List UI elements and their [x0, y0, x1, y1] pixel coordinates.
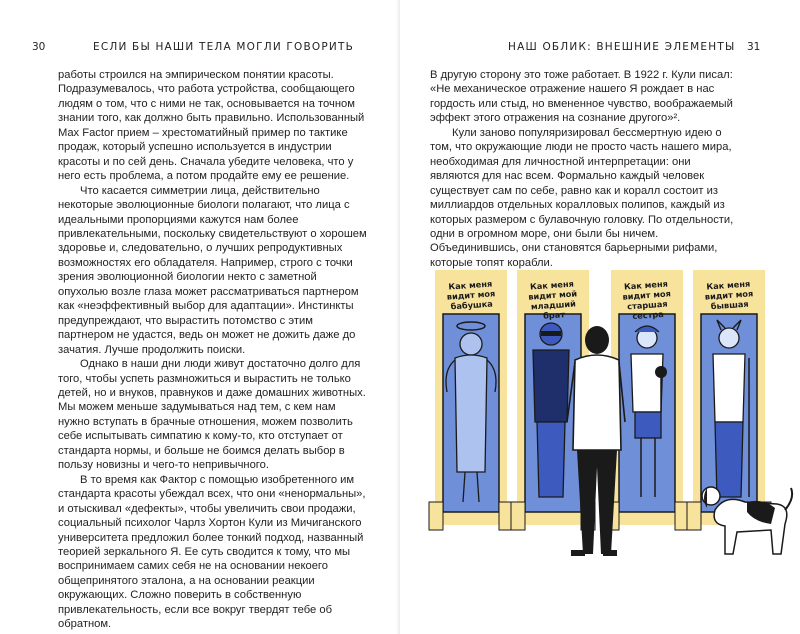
paragraph: работы строился на эмпирическом понятии красоты. Подразумевалось, что работа устройства, сообщающего людям о том, что с ними не так, основывается на точном знании того, как должно быть правильно. Использованный Max Factor прием – хрестоматийный пример по тактике продаж, который успешно используется в индустрии красоты и по сей день. Сначала убедите человека, что у него есть проблема, а потом продайте ему ее решение. — [58, 69, 365, 183]
paragraph: Кули заново популяризировал бессмертную идею о том, что окружающие люди не просто часть нашего мира, необходимая для личностной интерпретации: они являются для нас всем. Формально каждый человек существует сам по себе, равно как и коралл состоит из миллиардов отдельных коралловых полипов, каждый из которых размером с булавочную головку. По отдельности, одни в огромном море, они были бы ничем. Объединившись, они становятся барьерными рифами, которые топят корабли. — [430, 126, 734, 269]
running-head-right: НАШ ОБЛИК: ВНЕШНИЕ ЭЛЕМЕНТЫ — [508, 41, 736, 53]
mirror-caption-younger-brother: Как меня видит мой младший брат — [527, 278, 578, 321]
mirror-caption-ex: Как меня видит моя бывшая — [704, 278, 754, 312]
mirrors-illustration — [425, 262, 795, 572]
running-head-left: ЕСЛИ БЫ НАШИ ТЕЛА МОГЛИ ГОВОРИТЬ — [93, 41, 354, 53]
mirror-caption-older-sister: Как меня видит моя старшая сестра — [622, 278, 672, 322]
paragraph: Что касается симметрии лица, действительно некоторые эволюционные биологи полагают, что лица с идеальными пропорциями кажутся нам более привлекательными, поскольку свидетельствуют о хорошем здоровье и, следовательно, о лучших репродуктивных возможностях его обладателя. Например, строго с точки зрения эволюционной биологии некто с заметной опухолью возле глаза может рассматриваться партнером как «неэффективный выбор для адаптации». Инстинкты предупреждают, что вырастить потомство с этим партнером не удастся, ведь он может не дожить даже до зачатия. Лучше продолжить поиски. — [58, 184, 367, 356]
left-body-text — [58, 68, 369, 632]
paragraph: Однако в наши дни люди живут достаточно долго для того, чтобы успеть размножиться и вырастить не только детей, но и внуков, правнуков и даже домашних животных. Мы можем меньше задумываться над тем, с кем нам нужно вступать в брачные отношения, можем позволить себе испытывать симпатию к кому-то, кто отступает от стандарта нормы, и больше не боимся делать выбор в пользу новизны и чего-то непривычного. — [58, 358, 366, 472]
right-body-text — [430, 68, 741, 270]
paragraph: В то время как Фактор с помощью изобретенного им стандарта красоты убеждал всех, что они «ненормальны», и отыскивал «дефекты», чтобы увеличить свои продажи, социальный психолог Чарлз Хортон Кули из Мичиганского университета предложил более тонкий подход, названный теорией зеркального Я. Ее суть сводится к тому, что мы воспринимаем самих себя не на основании некоего общепринятого эталона, а на основании реакции окружающих. Сложно поверить в собственную привлекательность, если все вокруг твердят тебе об обратном. — [58, 473, 366, 631]
page-number-left: 30 — [32, 41, 46, 53]
mirror-caption-grandmother: Как меня видит моя бабушка — [446, 278, 496, 312]
page-number-right: 31 — [747, 41, 761, 53]
paragraph: В другую сторону это тоже работает. В 1922 г. Кули писал: «Не механическое отражение нашего Я рождает в нас гордость или стыд, но вмененное чувство, воображаемый эффект этого отражения на сознание другого»². — [430, 69, 733, 125]
